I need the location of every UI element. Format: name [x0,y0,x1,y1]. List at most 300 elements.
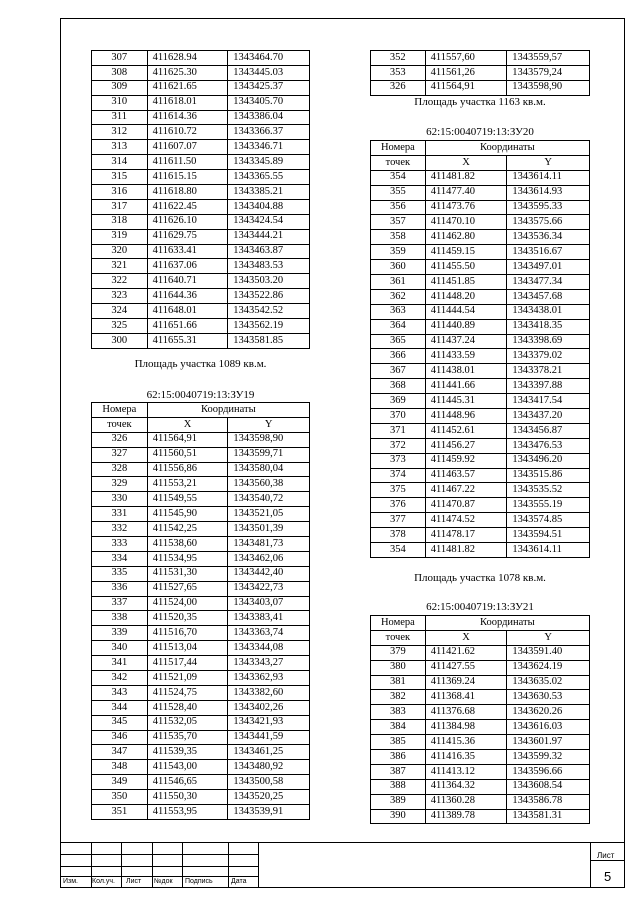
x-coordinate-cell: 411440.89 [425,319,507,334]
area-caption-1089: Площадь участка 1089 кв.м. [134,358,267,370]
x-coordinate-cell: 411433.59 [425,349,507,364]
x-coordinate-cell: 411477.40 [425,185,507,200]
point-number-cell: 314 [92,155,148,170]
header-y: Y [507,630,590,645]
x-coordinate-cell: 411360.28 [425,794,507,809]
y-coordinate-cell: 1343378.21 [507,364,590,379]
table-row [92,110,310,125]
x-coordinate-cell: 411520,35 [147,611,228,626]
point-number-cell: 316 [92,185,148,200]
y-coordinate-cell: 1343608.54 [507,779,590,794]
point-number-cell: 382 [371,690,426,705]
table-row [371,275,590,290]
point-number-cell: 345 [92,715,148,730]
table-row [92,289,310,304]
y-coordinate-cell: 1343515.86 [507,468,590,483]
y-coordinate-cell: 1343624.19 [507,660,590,675]
y-coordinate-cell: 1343421,93 [228,715,310,730]
y-coordinate-cell: 1343596.66 [507,764,590,779]
y-coordinate-cell: 1343438.01 [507,304,590,319]
x-coordinate-cell: 411538,60 [147,537,228,552]
y-coordinate-cell: 1343345.89 [228,155,310,170]
point-number-cell: 346 [92,730,148,745]
y-coordinate-cell: 1343383,41 [228,611,310,626]
header-coordinates: Координаты [147,403,309,418]
table-row [92,626,310,641]
y-coordinate-cell: 1343614.93 [507,185,590,200]
table-row [92,715,310,730]
table-row [371,230,590,245]
x-coordinate-cell: 411524,75 [147,685,228,700]
table-row [371,215,590,230]
y-coordinate-cell: 1343437.20 [507,409,590,424]
y-coordinate-cell: 1343539,91 [228,805,310,820]
y-coordinate-cell: 1343497.01 [507,260,590,275]
x-coordinate-cell: 411644.36 [147,289,228,304]
point-number-cell: 385 [371,735,426,750]
x-coordinate-cell: 411618.80 [147,185,228,200]
table-row [371,349,590,364]
x-coordinate-cell: 411384.98 [425,720,507,735]
table-row [371,185,590,200]
x-coordinate-cell: 411531,30 [147,566,228,581]
table-row [92,51,310,66]
title-block [60,842,625,888]
x-coordinate-cell: 411459.92 [425,453,507,468]
y-coordinate-cell: 1343362,93 [228,671,310,686]
table-row [371,379,590,394]
coordinates-table-continuation-left [91,50,310,349]
y-coordinate-cell: 1343635.02 [507,675,590,690]
point-number-cell: 387 [371,764,426,779]
y-coordinate-cell: 1343480,92 [228,760,310,775]
table-row [92,462,310,477]
header-points: точек [92,417,148,432]
table-row [92,432,310,447]
table-row [371,260,590,275]
point-number-cell: 367 [371,364,426,379]
x-coordinate-cell: 411448.96 [425,409,507,424]
table-row [371,750,590,765]
table-row [371,304,590,319]
point-number-cell: 390 [371,809,426,824]
table-row [92,95,310,110]
coordinates-table-zu20 [370,140,590,558]
point-number-cell: 344 [92,700,148,715]
x-coordinate-cell: 411521,09 [147,671,228,686]
table-row [92,507,310,522]
point-number-cell: 377 [371,513,426,528]
y-coordinate-cell: 1343503.20 [228,274,310,289]
y-coordinate-cell: 1343598,90 [228,432,310,447]
table-row [92,125,310,140]
y-coordinate-cell: 1343481,73 [228,537,310,552]
y-coordinate-cell: 1343555.19 [507,498,590,513]
coordinates-table-zu19 [91,402,310,820]
x-coordinate-cell: 411628.94 [147,51,228,66]
x-coordinate-cell: 411517,44 [147,656,228,671]
x-coordinate-cell: 411470.87 [425,498,507,513]
y-coordinate-cell: 1343398.69 [507,334,590,349]
table-row [371,438,590,453]
table-row [92,492,310,507]
table-row [92,745,310,760]
x-coordinate-cell: 411655.31 [147,333,228,348]
table-row [92,244,310,259]
stamp-label-change: Изм. [63,878,78,885]
point-number-cell: 357 [371,215,426,230]
y-coordinate-cell: 1343456.87 [507,423,590,438]
y-coordinate-cell: 1343346.71 [228,140,310,155]
point-number-cell: 353 [371,65,426,80]
table-row [92,760,310,775]
x-coordinate-cell: 411560,51 [147,447,228,462]
y-coordinate-cell: 1343441,59 [228,730,310,745]
x-coordinate-cell: 411549,55 [147,492,228,507]
table-row [371,334,590,349]
table-row [92,611,310,626]
coordinates-table-continuation-right [370,50,590,96]
point-number-cell: 332 [92,522,148,537]
table-row [371,80,590,95]
table-row [92,140,310,155]
x-coordinate-cell: 411651.66 [147,319,228,334]
x-coordinate-cell: 411527,65 [147,581,228,596]
table-row [92,477,310,492]
point-number-cell: 318 [92,214,148,229]
x-coordinate-cell: 411478.17 [425,528,507,543]
y-coordinate-cell: 1343591.40 [507,645,590,660]
y-coordinate-cell: 1343385.21 [228,185,310,200]
table-row [371,453,590,468]
x-coordinate-cell: 411648.01 [147,304,228,319]
table-row [92,447,310,462]
y-coordinate-cell: 1343365.55 [228,170,310,185]
x-coordinate-cell: 411614.36 [147,110,228,125]
table-row [371,690,590,705]
table-row [92,304,310,319]
point-number-cell: 325 [92,319,148,334]
stamp-label-signature: Подпись [185,878,213,885]
y-coordinate-cell: 1343630.53 [507,690,590,705]
parcel-title-zu21: 62:15:0040719:13:ЗУ21 [426,601,534,613]
y-coordinate-cell: 1343343,27 [228,656,310,671]
x-coordinate-cell: 411532,05 [147,715,228,730]
point-number-cell: 360 [371,260,426,275]
table-row [371,364,590,379]
point-number-cell: 336 [92,581,148,596]
y-coordinate-cell: 1343540,72 [228,492,310,507]
table-row [92,775,310,790]
point-number-cell: 334 [92,551,148,566]
table-row [92,656,310,671]
table-row [371,483,590,498]
table-row [371,513,590,528]
point-number-cell: 379 [371,645,426,660]
y-coordinate-cell: 1343363,74 [228,626,310,641]
table-row [92,641,310,656]
header-coordinates: Координаты [425,616,589,631]
x-coordinate-cell: 411481.82 [425,543,507,558]
x-coordinate-cell: 411556,86 [147,462,228,477]
x-coordinate-cell: 411618.01 [147,95,228,110]
table-row [92,566,310,581]
y-coordinate-cell: 1343344,08 [228,641,310,656]
y-coordinate-cell: 1343418.35 [507,319,590,334]
y-coordinate-cell: 1343580,04 [228,462,310,477]
table-row [371,245,590,260]
point-number-cell: 326 [92,432,148,447]
point-number-cell: 330 [92,492,148,507]
point-number-cell: 356 [371,200,426,215]
table-row [92,671,310,686]
table-row [92,537,310,552]
y-coordinate-cell: 1343560,38 [228,477,310,492]
table-row [371,809,590,824]
y-coordinate-cell: 1343445.03 [228,65,310,80]
table-row [92,596,310,611]
y-coordinate-cell: 1343562.19 [228,319,310,334]
y-coordinate-cell: 1343599.32 [507,750,590,765]
point-number-cell: 384 [371,720,426,735]
x-coordinate-cell: 411376.68 [425,705,507,720]
point-number-cell: 355 [371,185,426,200]
y-coordinate-cell: 1343422,73 [228,581,310,596]
point-number-cell: 365 [371,334,426,349]
header-x: X [425,155,507,170]
point-number-cell: 333 [92,537,148,552]
table-row [92,333,310,348]
point-number-cell: 322 [92,274,148,289]
table-row [92,65,310,80]
y-coordinate-cell: 1343463.87 [228,244,310,259]
point-number-cell: 339 [92,626,148,641]
point-number-cell: 331 [92,507,148,522]
area-caption-1163: Площадь участка 1163 кв.м. [414,96,546,108]
y-coordinate-cell: 1343366.37 [228,125,310,140]
x-coordinate-cell: 411534,95 [147,551,228,566]
point-number-cell: 311 [92,110,148,125]
header-points: точек [371,155,426,170]
y-coordinate-cell: 1343620.26 [507,705,590,720]
y-coordinate-cell: 1343535.52 [507,483,590,498]
x-coordinate-cell: 411615.15 [147,170,228,185]
x-coordinate-cell: 411473.76 [425,200,507,215]
point-number-cell: 386 [371,750,426,765]
x-coordinate-cell: 411413.12 [425,764,507,779]
point-number-cell: 354 [371,170,426,185]
y-coordinate-cell: 1343521,05 [228,507,310,522]
y-coordinate-cell: 1343575.66 [507,215,590,230]
table-row [371,764,590,779]
point-number-cell: 373 [371,453,426,468]
x-coordinate-cell: 411459.15 [425,245,507,260]
x-coordinate-cell: 411640.71 [147,274,228,289]
x-coordinate-cell: 411625.30 [147,65,228,80]
x-coordinate-cell: 411452.61 [425,423,507,438]
y-coordinate-cell: 1343616.03 [507,720,590,735]
x-coordinate-cell: 411513,04 [147,641,228,656]
table-row [92,185,310,200]
x-coordinate-cell: 411561,26 [425,65,507,80]
point-number-cell: 369 [371,394,426,409]
header-point-number: Номера [371,141,426,156]
table-row [92,581,310,596]
point-number-cell: 335 [92,566,148,581]
x-coordinate-cell: 411364.32 [425,779,507,794]
table-row [92,155,310,170]
y-coordinate-cell: 1343464.70 [228,51,310,66]
point-number-cell: 375 [371,483,426,498]
table-row [371,675,590,690]
x-coordinate-cell: 411545,90 [147,507,228,522]
header-point-number: Номера [92,403,148,418]
header-points: точек [371,630,426,645]
x-coordinate-cell: 411451.85 [425,275,507,290]
point-number-cell: 351 [92,805,148,820]
x-coordinate-cell: 411421.62 [425,645,507,660]
point-number-cell: 313 [92,140,148,155]
table-row [371,543,590,558]
point-number-cell: 352 [371,51,426,66]
point-number-cell: 370 [371,409,426,424]
table-row [92,214,310,229]
x-coordinate-cell: 411474.52 [425,513,507,528]
point-number-cell: 378 [371,528,426,543]
point-number-cell: 317 [92,199,148,214]
table-row [371,394,590,409]
x-coordinate-cell: 411546,65 [147,775,228,790]
table-row [371,705,590,720]
point-number-cell: 366 [371,349,426,364]
x-coordinate-cell: 411564,91 [147,432,228,447]
table-row [371,498,590,513]
table-row [371,779,590,794]
y-coordinate-cell: 1343461,25 [228,745,310,760]
x-coordinate-cell: 411416.35 [425,750,507,765]
y-coordinate-cell: 1343444.21 [228,229,310,244]
point-number-cell: 350 [92,790,148,805]
x-coordinate-cell: 411427.55 [425,660,507,675]
table-row [371,528,590,543]
x-coordinate-cell: 411481.82 [425,170,507,185]
y-coordinate-cell: 1343476.53 [507,438,590,453]
point-number-cell: 319 [92,229,148,244]
x-coordinate-cell: 411637.06 [147,259,228,274]
x-coordinate-cell: 411456.27 [425,438,507,453]
point-number-cell: 343 [92,685,148,700]
x-coordinate-cell: 411444.54 [425,304,507,319]
table-row [92,274,310,289]
table-row [92,522,310,537]
y-coordinate-cell: 1343559,57 [507,51,590,66]
y-coordinate-cell: 1343402,26 [228,700,310,715]
x-coordinate-cell: 411607.07 [147,140,228,155]
y-coordinate-cell: 1343520,25 [228,790,310,805]
x-coordinate-cell: 411528,40 [147,700,228,715]
table-row [92,80,310,95]
y-coordinate-cell: 1343614.11 [507,543,590,558]
y-coordinate-cell: 1343425.37 [228,80,310,95]
point-number-cell: 321 [92,259,148,274]
y-coordinate-cell: 1343404.88 [228,199,310,214]
table-row [371,720,590,735]
point-number-cell: 320 [92,244,148,259]
y-coordinate-cell: 1343397.88 [507,379,590,394]
point-number-cell: 327 [92,447,148,462]
x-coordinate-cell: 411369.24 [425,675,507,690]
x-coordinate-cell: 411564,91 [425,80,507,95]
y-coordinate-cell: 1343477.34 [507,275,590,290]
y-coordinate-cell: 1343586.78 [507,794,590,809]
point-number-cell: 338 [92,611,148,626]
table-row [371,468,590,483]
table-row [371,794,590,809]
x-coordinate-cell: 411415.36 [425,735,507,750]
point-number-cell: 340 [92,641,148,656]
x-coordinate-cell: 411438.01 [425,364,507,379]
point-number-cell: 326 [371,80,426,95]
point-number-cell: 337 [92,596,148,611]
y-coordinate-cell: 1343595.33 [507,200,590,215]
x-coordinate-cell: 411368.41 [425,690,507,705]
header-x: X [147,417,228,432]
table-row [371,423,590,438]
x-coordinate-cell: 411524,00 [147,596,228,611]
point-number-cell: 388 [371,779,426,794]
y-coordinate-cell: 1343581.31 [507,809,590,824]
point-number-cell: 300 [92,333,148,348]
y-coordinate-cell: 1343379.02 [507,349,590,364]
y-coordinate-cell: 1343462,06 [228,551,310,566]
point-number-cell: 349 [92,775,148,790]
table-row [92,199,310,214]
x-coordinate-cell: 411470.10 [425,215,507,230]
point-number-cell: 323 [92,289,148,304]
point-number-cell: 361 [371,275,426,290]
point-number-cell: 312 [92,125,148,140]
x-coordinate-cell: 411455.50 [425,260,507,275]
table-row [92,259,310,274]
y-coordinate-cell: 1343536.34 [507,230,590,245]
y-coordinate-cell: 1343424.54 [228,214,310,229]
stamp-label-count: Кол.уч. [92,878,115,885]
table-row [371,170,590,185]
y-coordinate-cell: 1343542.52 [228,304,310,319]
x-coordinate-cell: 411389.78 [425,809,507,824]
point-number-cell: 383 [371,705,426,720]
x-coordinate-cell: 411633.41 [147,244,228,259]
table-row [92,730,310,745]
area-caption-1078: Площадь участка 1078 кв.м. [414,572,546,584]
stamp-label-sheet: Лист [126,878,142,885]
y-coordinate-cell: 1343496.20 [507,453,590,468]
table-row [92,551,310,566]
point-number-cell: 310 [92,95,148,110]
x-coordinate-cell: 411629.75 [147,229,228,244]
y-coordinate-cell: 1343386.04 [228,110,310,125]
table-row [371,319,590,334]
header-y: Y [228,417,310,432]
x-coordinate-cell: 411550,30 [147,790,228,805]
x-coordinate-cell: 411448.20 [425,289,507,304]
y-coordinate-cell: 1343382,60 [228,685,310,700]
point-number-cell: 324 [92,304,148,319]
y-coordinate-cell: 1343574.85 [507,513,590,528]
point-number-cell: 374 [371,468,426,483]
table-row [92,700,310,715]
table-row [371,200,590,215]
